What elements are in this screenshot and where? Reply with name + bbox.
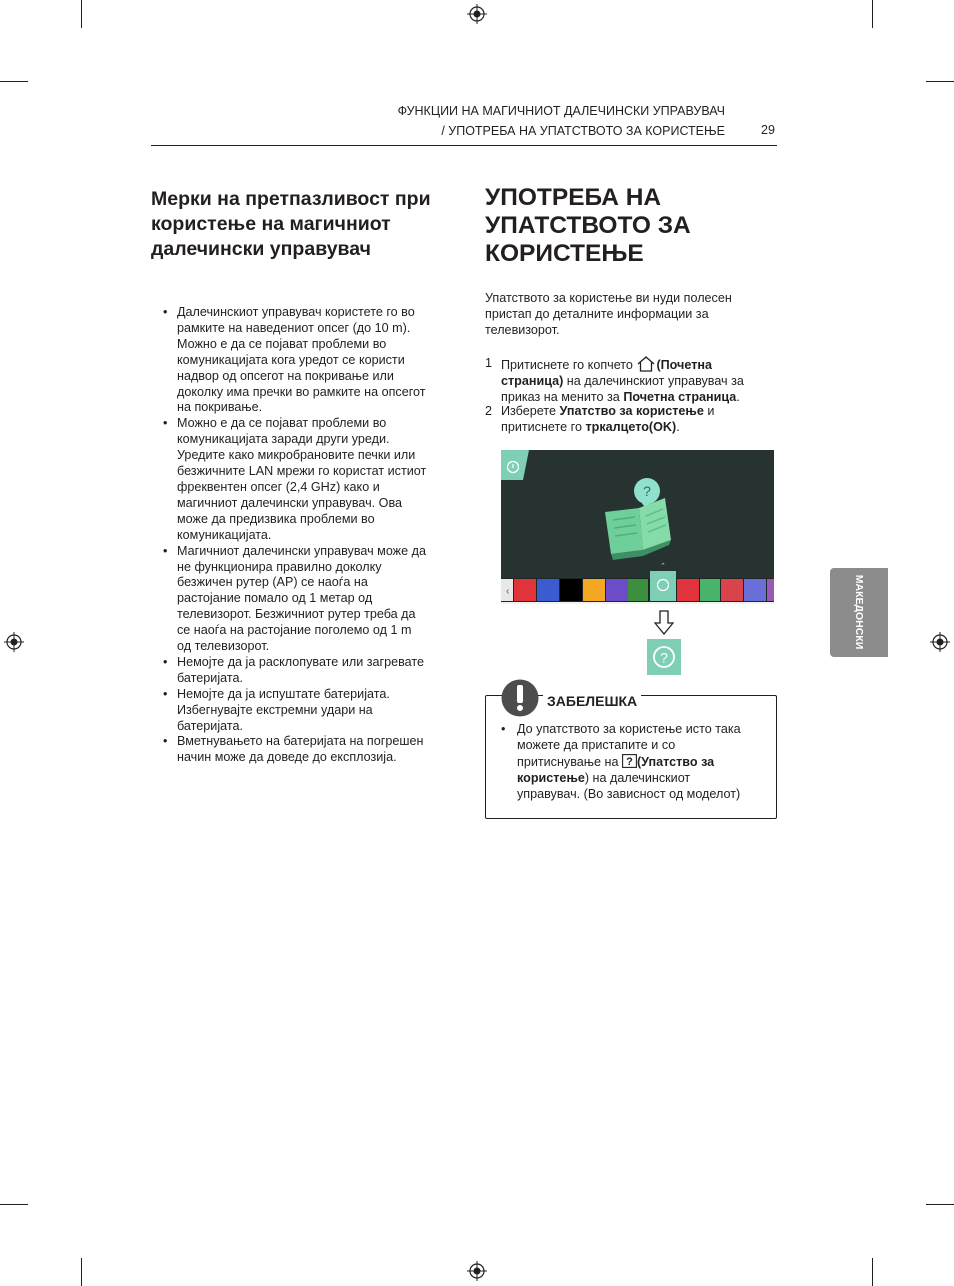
step-number: 1 (485, 356, 493, 370)
crop-mark (0, 81, 28, 82)
intro-paragraph: Упатството за користење ви нуди полесен пристап до деталните информации за телевизорот. (485, 291, 732, 337)
list-item: • Немојте да ја расклопувате или загревате батеријата. (163, 655, 428, 687)
warning-icon (501, 679, 539, 717)
registration-mark-icon (467, 1261, 487, 1281)
header-rule (151, 145, 777, 146)
page-number: 29 (761, 123, 775, 137)
home-icon (636, 356, 656, 372)
note-box (485, 695, 777, 819)
crop-mark (926, 1204, 954, 1205)
note-heading: ЗАБЕЛЕШКА (543, 693, 641, 709)
step-text: Изберете Упатство за користење и притиснете го тркалцето(OK). (501, 404, 715, 434)
language-side-tab (830, 568, 888, 657)
page-title: УПОТРЕБА НА УПАТСТВОТО ЗА КОРИСТЕЊЕ (485, 184, 691, 267)
note-text: • До упатството за користење исто така можете да пристапите и со притиснување на ? (Упатство за користење) на далечинскиот управувач. (Во зависност од моделот) (501, 722, 741, 801)
step-1 (485, 356, 775, 406)
crop-mark (0, 1204, 28, 1205)
crop-mark (926, 81, 954, 82)
step-number: 2 (485, 404, 493, 418)
list-item: • Магичниот далечински управувач може да не функционира правилно доколку безжичен рутер (AP) се наоѓа на растојание помало од 1 метар од телевизорот. Безжичниот рутер треба да се наоѓа на растојание поголемо од 1 m од телевизорот. (163, 544, 428, 655)
registration-mark-icon (467, 4, 487, 24)
crop-mark (81, 1258, 82, 1286)
help-icon (647, 639, 681, 675)
svg-text:‹: ‹ (506, 586, 510, 597)
language-label: МАКЕДОНСКИ (853, 574, 865, 650)
running-header-line1: ФУНКЦИИ НА МАГИЧНИОТ ДАЛЕЧИНСКИ УПРАВУВАЧ (397, 104, 725, 118)
section-title: Мерки на претпазливост при користење на магичниот далечински управувач (151, 188, 431, 260)
step-2 (485, 404, 775, 438)
running-header-line2: / УПОТРЕБА НА УПАТСТВОТО ЗА КОРИСТЕЊЕ (441, 124, 725, 138)
step-text: Притиснете го копчето (Почетна страница) на далечинскиот управувач за приказ на менито за Почетна страница. (501, 358, 744, 404)
list-item: • Вметнувањето на батеријата на погрешен начин може да доведе до експлозија. (163, 734, 428, 766)
svg-text:ˆ: ˆ (661, 562, 665, 572)
registration-mark-icon (4, 632, 24, 652)
crop-mark (872, 0, 873, 28)
svg-text:?: ? (626, 755, 633, 768)
help-key-icon (622, 754, 637, 768)
svg-text:?: ? (660, 649, 668, 666)
tv-screenshot-graphic (501, 450, 774, 604)
tv-screenshot (501, 450, 774, 604)
crop-mark (872, 1258, 873, 1286)
list-item: • Далечинскиот управувач користете го во рамките на наведениот опсег (до 10 m). Можно е да се појават проблеми во комуникацијата кога уредот се користи надвор од опсегот на покривање или доколку има пречки во рамките на опсегот на покривање. (163, 305, 428, 416)
svg-text:?: ? (643, 483, 651, 499)
arrow-down-icon (654, 610, 674, 636)
crop-mark (81, 0, 82, 28)
precautions-list (163, 305, 428, 766)
registration-mark-icon (930, 632, 950, 652)
list-item: • Можно е да се појават проблеми во комуникацијата заради други уреди. Уредите како микробрановите печки или безжичните LAN мрежи го користат истиот фреквентен опсег (2,4 GHz) како и магичниот далечински управувач. Ова може да предизвика проблеми во комуникацијата. (163, 416, 428, 543)
list-item: • Немојте да ја испуштате батеријата. Избегнувајте екстремни удари на батеријата. (163, 687, 428, 735)
